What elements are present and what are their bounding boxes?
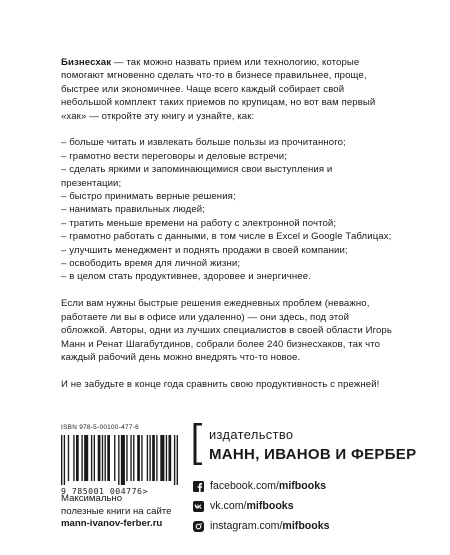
intro-paragraph — [61, 56, 395, 123]
ean-digits: 9 785001 004776 — [61, 486, 143, 496]
benefit-list — [61, 136, 395, 283]
list-item: – грамотно работать с данными, в том числе в Excel и Google Таблицах; — [61, 231, 392, 243]
vk-icon — [193, 501, 204, 512]
social-label: instagram.com/mifbooks — [210, 520, 330, 532]
promo-line-1: Максимально — [61, 493, 123, 504]
facebook-icon — [193, 481, 204, 492]
list-item: – грамотно вести переговоры и деловые встречи; — [61, 150, 287, 162]
barcode-block — [61, 424, 178, 496]
intro-lead: Бизнесхак — [61, 57, 112, 68]
list-item: – улучшить менеджмент и поднять продажи в своей компании; — [61, 244, 348, 256]
intro-text: — так можно назвать прием или технологию, которые помогают мгновенно сделать что-то в бизнесе правильнее, проще, быстрее или экономичнее. Чаще всего каждый собирает свой небольшой комплект таких приемов по крупицам, но вот вам первый «хак» — откройте эту книгу и узнайте, как: — [61, 57, 376, 122]
list-item: – в целом стать продуктивнее, здоровее и энергичнее. — [61, 271, 311, 283]
ean-arrow: > — [142, 486, 148, 496]
authors-paragraph: Если вам нужны быстрые решения ежедневных проблем (неважно, работаете ли вы в офисе или удаленно) — они здесь, под этой обложкой. Авторы, одни из лучших специалистов в своей области Игорь Манн и Ренат Шагабутдинов, собрали более 240 бизнесхаков, так что каждый рабочий день можно внедрять что-то новое. — [61, 298, 392, 363]
social-label: vk.com/mifbooks — [210, 500, 294, 512]
list-item: – тратить меньше времени на работу с электронной почтой; — [61, 217, 337, 229]
website-link[interactable]: mann-ivanov-ferber.ru — [61, 518, 163, 530]
website-promo — [61, 493, 171, 531]
list-item: – больше читать и извлекать больше пользы из прочитанного; — [61, 137, 346, 149]
publisher-label: издательство — [209, 427, 294, 442]
annotation-text — [61, 56, 395, 391]
list-item: – нанимать правильных людей; — [61, 204, 205, 216]
publisher-name: МАНН, ИВАНОВ И ФЕРБЕР — [209, 446, 417, 463]
bracket-icon — [193, 423, 203, 465]
barcode-icon — [61, 435, 178, 485]
list-item: – сделать яркими и запоминающимися свои выступления и презентации; — [61, 164, 333, 189]
list-item: – освободить время для личной жизни; — [61, 258, 241, 270]
instagram-icon — [193, 521, 204, 532]
isbn-label: ISBN 978-5-00100-477-6 — [61, 424, 140, 431]
promo-line-2: полезные книги на сайте — [61, 505, 172, 517]
social-label: facebook.com/mifbooks — [210, 480, 326, 492]
list-item: – быстро принимать верные решения; — [61, 191, 236, 203]
closing-paragraph: И не забудьте в конце года сравнить свою продуктивность с прежней! — [61, 378, 380, 390]
